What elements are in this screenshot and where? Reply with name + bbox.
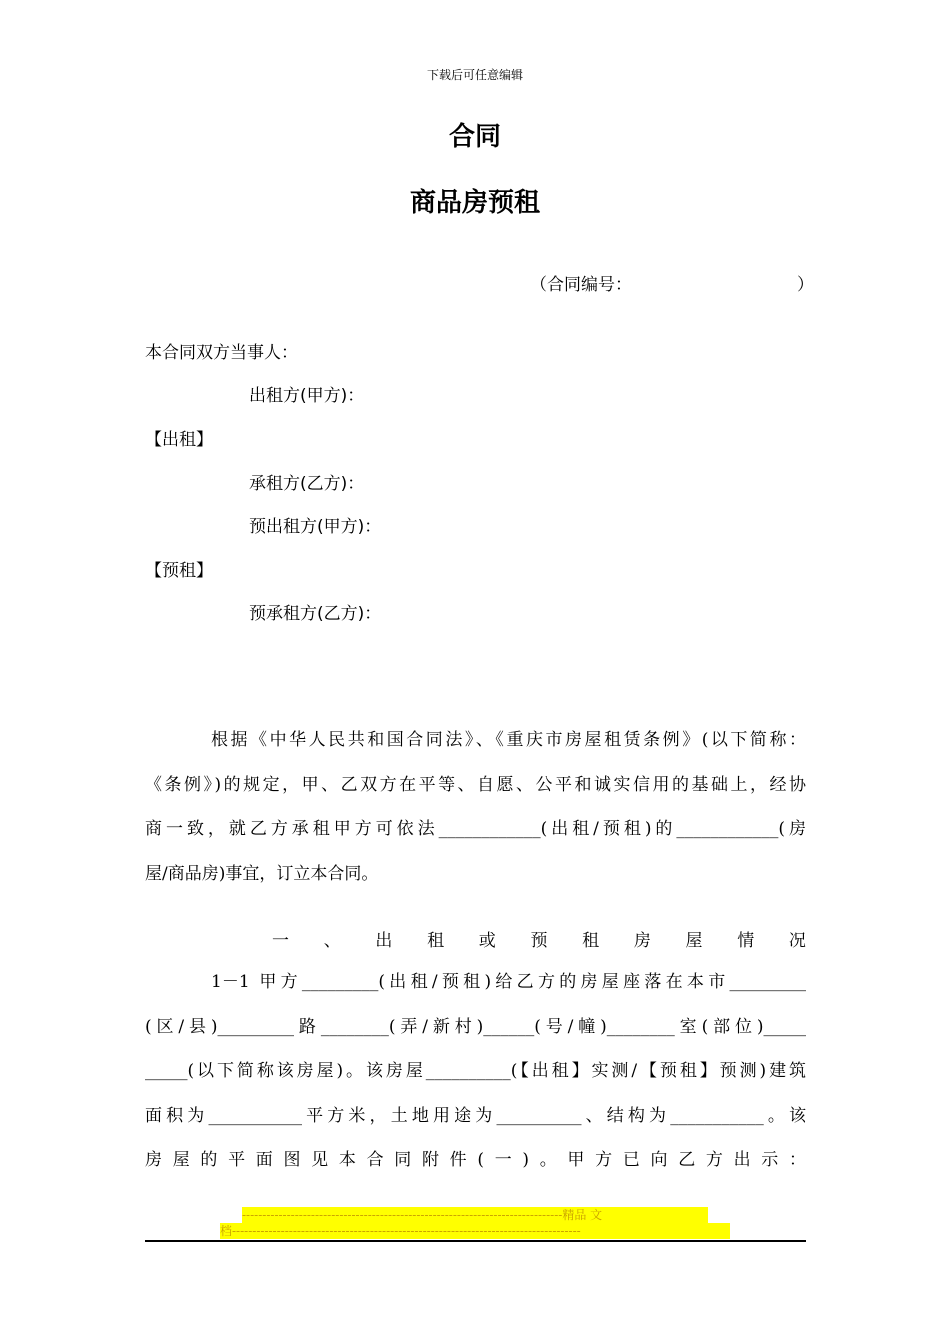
heading-char: 、 bbox=[323, 931, 341, 951]
preamble-line: 根据《中华人民共和国合同法》、《重庆市房屋租赁条例》(以下简称： bbox=[211, 730, 806, 750]
section-heading bbox=[272, 926, 806, 951]
page-title: 合同 bbox=[448, 122, 501, 152]
footer-banner: -------------------------------------------------------------------------------精品 文 bbox=[242, 1207, 708, 1223]
clause-line: (区/县)_________路________(弄/新村)______(号/幢)________室(部位)_____ bbox=[145, 1016, 806, 1037]
pre-lessee-label: 预承租方(乙方)： bbox=[249, 604, 382, 624]
heading-char: 出 bbox=[375, 931, 393, 951]
prelease-tag: 【预租】 bbox=[145, 561, 213, 581]
preamble-line: 商一致，就乙方承租甲方可依法____________(出租/预租)的____________(房 bbox=[145, 819, 806, 839]
heading-char: 租 bbox=[582, 931, 600, 951]
pre-lessor-label: 预出租方(甲方)： bbox=[249, 517, 382, 537]
footer-banner-continuation: 档-------------------------------------------------------------------------------------- bbox=[220, 1223, 730, 1239]
heading-char: 况 bbox=[788, 931, 806, 951]
heading-char: 一 bbox=[272, 931, 289, 951]
heading-char: 情 bbox=[737, 931, 755, 951]
lessor-label: 出租方(甲方)： bbox=[249, 386, 365, 406]
heading-char: 房 bbox=[633, 931, 651, 951]
heading-char: 预 bbox=[530, 931, 548, 951]
contract-number bbox=[530, 270, 814, 295]
clause-line: 1－1 甲方_________(出租/预租)给乙方的房屋座落在本市_________ bbox=[211, 972, 806, 992]
clause-line: _____(以下简称该房屋)。该房屋__________(【出租】实测/【预租】预测)建筑 bbox=[145, 1061, 806, 1081]
contract-number-label: （合同编号： bbox=[530, 275, 632, 295]
clause-line: 房屋的平面图见本合同附件(一)。甲方已向乙方出示： bbox=[145, 1150, 806, 1170]
clause-1-1 bbox=[145, 960, 806, 1183]
preamble-paragraph bbox=[145, 718, 806, 896]
clause-line: 面积为___________平方米，土地用途为__________、结构为___________。该 bbox=[145, 1105, 806, 1126]
heading-char: 或 bbox=[478, 931, 496, 951]
header-note: 下载后可任意编辑 bbox=[426, 68, 523, 82]
page-subtitle: 商品房预租 bbox=[409, 188, 540, 218]
preamble-line: 屋/商品房)事宜，订立本合同。 bbox=[145, 863, 379, 884]
heading-char: 屋 bbox=[685, 931, 703, 951]
parties-intro: 本合同双方当事人： bbox=[145, 343, 298, 363]
heading-char: 租 bbox=[427, 931, 445, 951]
lessee-label: 承租方(乙方)： bbox=[249, 474, 365, 494]
lease-tag: 【出租】 bbox=[145, 430, 213, 450]
contract-number-close: ） bbox=[797, 275, 814, 295]
footer-rule bbox=[145, 1240, 806, 1242]
preamble-line: 《条例》)的规定，甲、乙双方在平等、自愿、公平和诚实信用的基础上，经协 bbox=[145, 774, 806, 795]
